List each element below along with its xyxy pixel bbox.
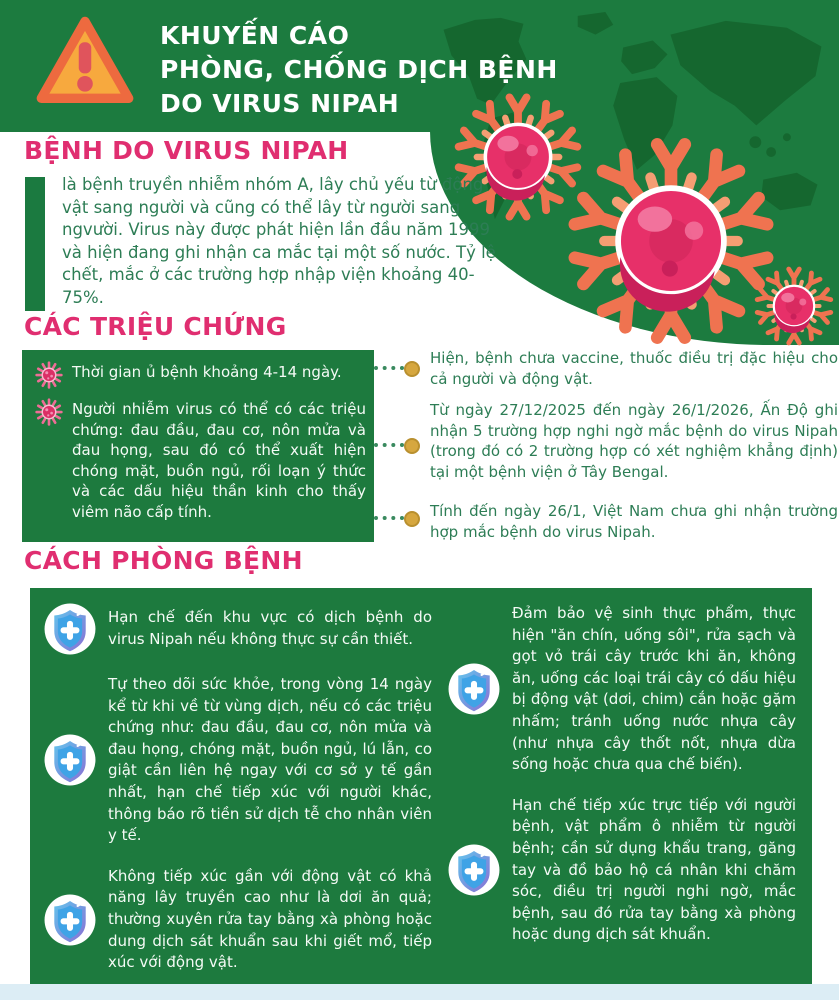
dotted-connector: [374, 516, 404, 520]
shield-cross-icon: [448, 663, 500, 715]
connector-dot-icon: [404, 361, 420, 377]
virus-bullet-icon: [34, 360, 64, 390]
connector-dot-icon: [404, 438, 420, 454]
page-title-line: DO VIRUS NIPAH: [160, 89, 400, 118]
list-item: [430, 348, 838, 389]
footer-strip: [0, 984, 839, 1000]
disease-description: là bệnh truyền nhiễm nhóm A, lây chủ yếu từ động vật sang người và cũng có thể lây từ người sang ngvười. Virus này được phát hiện lần đầu năm 1999 và hiện đang ghi nhận ca mắc tại một số nước. Tỷ lệ chết, mắc ở các trường hợp nhập viện khoảng 40-75%.: [62, 175, 496, 307]
list-item: [430, 400, 838, 482]
section-heading-prevention: CÁCH PHÒNG BỆNH: [24, 546, 303, 575]
symptom-text: Người nhiễm virus có thể có các triệu chứng: đau đầu, đau cơ, nôn mửa và đau họng, sau đó có thể xuất hiện chóng mặt, buồn ngủ, rối loạn ý thức và các dấu hiệu thần kinh cho thấy viêm não cấp tính.: [72, 400, 366, 521]
virus-bullet-icon: [34, 397, 64, 427]
list-item: [44, 603, 432, 655]
shield-cross-icon: [448, 844, 500, 896]
symptoms-box: [22, 350, 374, 542]
list-item: [44, 866, 432, 974]
prevention-column-left: [44, 603, 432, 974]
section-heading-disease: BỆNH DO VIRUS NIPAH: [24, 136, 349, 165]
shield-cross-icon: [44, 734, 96, 786]
symptom-text: Thời gian ủ bệnh khoảng 4-14 ngày.: [72, 363, 342, 381]
status-note: Hiện, bệnh chưa vaccine, thuốc điều trị đặc hiệu cho cả người và động vật.: [430, 349, 838, 388]
prevention-text: Tự theo dõi sức khỏe, trong vòng 14 ngày kể từ khi về từ vùng dịch, nếu có các triệu chứng như: đau đầu, đau cơ, nôn mửa và đau họng, chóng mặt, buồn ngủ, lú lẫn, co giật cần liên hệ ngay với cơ sở y tế gần nhất, hạn chế tiếp xúc với người khác, thông báo rõ tiền sử dịch tễ cho nhân viên y tế.: [108, 675, 432, 845]
status-note: Từ ngày 27/12/2025 đến ngày 26/1/2026, Ấn Độ ghi nhận 5 trường hợp nghi ngờ mắc bệnh do virus Nipah (trong đó có 2 trường hợp có xét nghiệm khẳng định) tại một bệnh viện ở Tây Bengal.: [430, 401, 838, 481]
dotted-connector: [374, 366, 404, 370]
list-item: [448, 603, 796, 776]
shield-cross-icon: [44, 603, 96, 655]
prevention-text: Đảm bảo vệ sinh thực phẩm, thực hiện "ăn chín, uống sôi", rửa sạch và gọt vỏ trái cây trước khi ăn, không ăn, uống các loại trái cây có dấu hiệu bị động vật (dơi, chim) cắn hoặc gặm nhấm; tránh uống nước nhựa cây (như nhựa cây thốt nốt, nhựa dừa sống hoặc chưa qua chế biến).: [512, 604, 796, 774]
dotted-connector: [374, 443, 404, 447]
page-title-line: KHUYẾN CÁO: [160, 21, 350, 50]
prevention-column-right: [448, 603, 796, 974]
list-item: [34, 362, 366, 390]
connector-dot-icon: [404, 511, 420, 527]
accent-bar: [25, 177, 45, 311]
prevention-text: Không tiếp xúc gần với động vật có khả năng lây truyền cao như là dơi ăn quả; thường xuyên rửa tay bằng xà phòng hoặc dung dịch sát khuẩn sau khi giết mổ, tiếp xúc với động vật.: [108, 866, 432, 972]
prevention-text: Hạn chế đến khu vực có dịch bệnh do virus Nipah nếu không thực sự cần thiết.: [108, 608, 432, 648]
page-title: [160, 19, 558, 121]
list-item: [448, 795, 796, 946]
list-item: [430, 501, 838, 542]
shield-cross-icon: [44, 894, 96, 946]
warning-triangle-icon: [33, 11, 137, 115]
page-title-line: PHÒNG, CHỐNG DỊCH BỆNH: [160, 55, 558, 84]
list-item: [34, 399, 366, 522]
status-note: Tính đến ngày 26/1, Việt Nam chưa ghi nhận trường hợp mắc bệnh do virus Nipah.: [430, 502, 838, 541]
list-item: [44, 674, 432, 847]
prevention-box: [30, 588, 812, 984]
prevention-text: Hạn chế tiếp xúc trực tiếp với người bệnh, vật phẩm ô nhiễm từ người bệnh; cần sử dụng khẩu trang, găng tay và đồ bảo hộ cá nhân khi chăm sóc, điều trị người nghi ngờ, mắc bệnh, sau đó rửa tay bằng xà phòng hoặc dung dịch sát khuẩn.: [512, 795, 796, 944]
virus-icon: [750, 262, 838, 350]
section-heading-symptoms: CÁC TRIỆU CHỨNG: [24, 312, 287, 341]
